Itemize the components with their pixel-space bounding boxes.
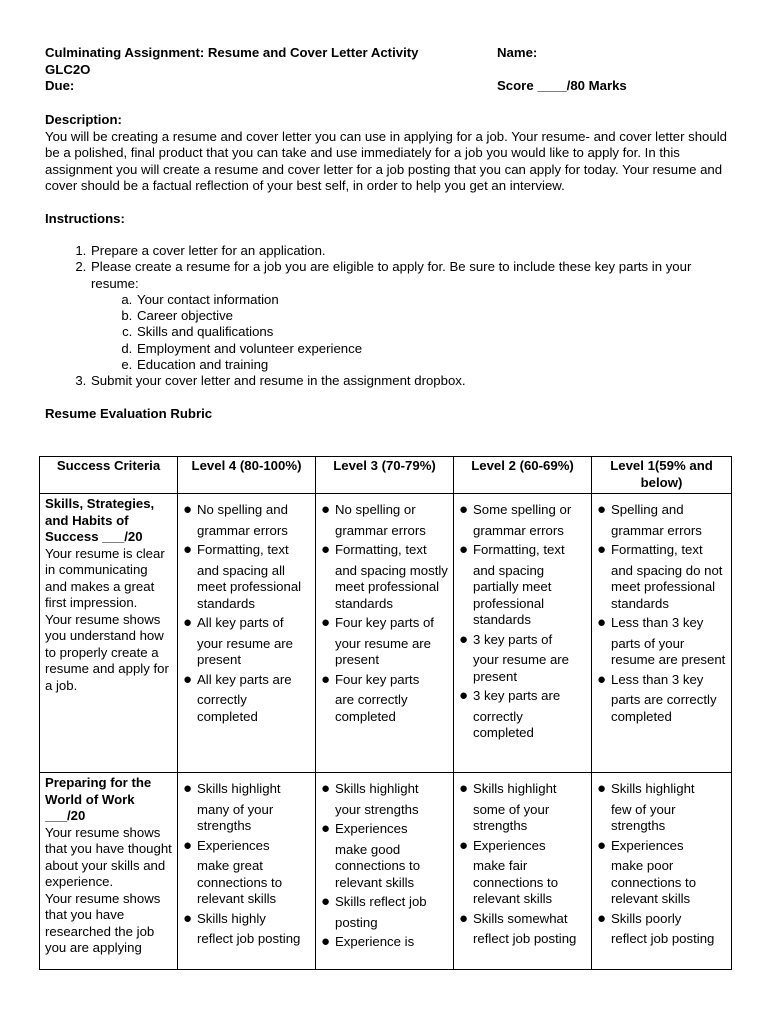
bullet-dot-icon: ● [321,670,331,688]
rubric-row [40,494,732,773]
rubric-bullet [321,934,448,951]
bullet-text-rest: your strengths [335,801,419,817]
bullet-dot-icon: ● [459,780,469,797]
level-cell [178,773,316,970]
bullet-text-rest: grammar errors [473,522,564,538]
bullet-dot-icon: ● [597,670,607,688]
bullet-text-rest: grammar errors [335,522,426,538]
bullet-text-first: Spelling and [611,502,684,517]
bullet-dot-icon: ● [459,687,469,704]
rubric-bullet [183,838,310,908]
name-label: Name: [497,45,538,60]
rubric-row [40,773,732,970]
level-cell [178,494,316,773]
bullet-text-rest: reflect job posting [197,931,301,946]
rubric-bullet [321,542,448,612]
criteria-title: Skills, Strategies, and Habits of Success ___/20 [45,496,155,544]
score-label: Score ____/80 Marks [497,78,627,93]
due-label: Due: [45,78,75,93]
bullet-dot-icon: ● [597,909,607,927]
bullet-dot-icon: ● [321,893,331,910]
rubric-bullet [459,911,586,948]
course-code: GLC2O [45,61,91,77]
bullet-text-rest: make good connections to relevant skills [335,841,421,890]
bullet-text-first: Some spelling or [473,502,572,517]
instruction-step: 2. Please create a resume for a job you are eligible to apply for. Be sure to include these key parts in your resume: a. Your contact information b. Career objective c. Skills and qualifications d. Employment and volunteer experience e. Education and training [90,259,735,373]
bullet-text-first: Skills reflect job [335,894,427,909]
bullet-dot-icon: ● [321,501,331,518]
header-left [45,45,418,95]
header-right [497,45,627,95]
bullet-text-first: No spelling or [335,502,416,517]
bullet-text-first: All key parts are [197,671,292,687]
bullet-dot-icon: ● [597,614,607,631]
bullet-text-first: Less than 3 key [611,671,704,687]
bullet-text-rest: and spacing all meet professional standards [197,562,302,611]
column-header: Level 3 (70-79%) [316,457,454,494]
bullet-dot-icon: ● [183,614,193,631]
bullet-text-first: Skills highlight [611,781,695,796]
bullet-text-rest: correctly completed [197,692,258,724]
bullet-dot-icon: ● [321,541,331,558]
bullet-text-first: Less than 3 key [611,615,704,630]
rubric-bullet [597,502,726,539]
rubric-bullet [183,542,310,612]
key-part-item: a. Your contact information [136,292,735,308]
description-text: You will be creating a resume and cover letter you can use in applying for a job. Your resume- and cover letter should be a polished, final product that you can take and use immediately for a job you would like to apply for. In this assignment you will create a resume and cover letter for a job posting that you can apply for today. Your resume and cover should be a factual reflection of your best self, in order to help you get an interview. [45,128,727,193]
bullet-dot-icon: ● [459,836,469,854]
bullet-dot-icon: ● [321,820,331,837]
key-part-item: e. Education and training [136,357,735,373]
bullet-text-first: Four key parts of [335,615,434,630]
instruction-step: 3. Submit your cover letter and resume in the assignment dropbox. [90,373,735,389]
bullet-text-first: Formatting, text [197,542,289,557]
bullet-dot-icon: ● [183,501,193,518]
bullet-text-rest: few of your strengths [611,801,676,833]
bullet-text-rest: make fair connections to relevant skills [473,858,559,906]
bullet-text-first: 3 key parts of [473,631,553,647]
bullet-text-rest: and spacing mostly meet professional standards [335,562,448,611]
bullet-text-rest: are correctly completed [335,692,408,724]
rubric-bullet [459,838,586,908]
key-parts-list [91,292,735,373]
bullet-dot-icon: ● [597,501,607,518]
key-part-item: c. Skills and qualifications [136,324,735,340]
rubric-bullet [597,542,726,612]
rubric-bullet [183,615,310,669]
bullet-text-first: Skills poorly [611,910,682,926]
bullet-text-rest: some of your strengths [473,801,550,833]
rubric-bullet [459,632,586,686]
level-cell [316,773,454,970]
bullet-text-rest: reflect job posting [473,931,577,946]
document-page [45,45,735,422]
bullet-text-rest: your resume are present [197,635,294,667]
bullet-dot-icon: ● [459,630,469,648]
bullet-text-rest: parts of your resume are present [611,635,726,667]
criteria-description: Your resume shows that you have thought about your skills and experience. Your resume shows that you have researched the job you are applying [45,824,172,955]
bullet-text-rest: correctly completed [473,708,534,740]
rubric-bullet [597,911,726,948]
criteria-cell [40,494,178,773]
bullet-text-first: Skills highly [197,910,266,926]
bullet-text-rest: parts are correctly completed [611,692,717,724]
header [45,45,735,95]
bullet-dot-icon: ● [459,501,469,518]
instructions-heading: Instructions: [45,210,125,226]
bullet-dot-icon: ● [183,909,193,927]
rubric-bullet [321,781,448,818]
rubric-bullet [183,672,310,726]
bullet-text-rest: and spacing partially meet professional standards [473,562,552,627]
bullet-dot-icon: ● [183,670,193,688]
bullet-text-first: All key parts of [197,615,284,630]
rubric-bullet [597,615,726,669]
bullet-dot-icon: ● [597,541,607,558]
bullet-text-rest: reflect job posting [611,931,715,946]
bullet-text-rest: your resume are present [335,635,432,667]
criteria-cell [40,773,178,970]
level-cell [454,773,592,970]
rubric-bullet [597,838,726,908]
rubric-bullet [183,911,310,948]
rubric-bullet [597,672,726,726]
bullet-text-first: 3 key parts are [473,688,561,703]
assignment-title: Culminating Assignment: Resume and Cover Letter Activity [45,45,419,60]
bullet-text-rest: grammar errors [611,522,702,538]
bullet-text-rest: and spacing do not meet professional standards [611,562,723,611]
criteria-description: Your resume is clear in communicating and makes a great first impression. Your resume shows you understand how to properly create a resume and apply for a job. [45,545,169,693]
bullet-text-first: Experiences [197,837,270,853]
bullet-dot-icon: ● [183,780,193,797]
rubric-heading: Resume Evaluation Rubric [45,405,213,421]
rubric-bullet [183,781,310,835]
bullet-text-rest: your resume are present [473,652,570,684]
instruction-step: 1. Prepare a cover letter for an application. [90,243,735,259]
bullet-text-first: Formatting, text [611,542,703,557]
bullet-dot-icon: ● [459,909,469,927]
level-cell [454,494,592,773]
column-header: Success Criteria [40,457,178,494]
rubric-bullet [321,894,448,931]
rubric-bullet [459,688,586,742]
rubric-bullet [321,502,448,539]
rubric-bullet [597,781,726,835]
bullet-dot-icon: ● [321,780,331,797]
bullet-text-first: Four key parts [335,671,420,687]
rubric-bullet [459,542,586,629]
rubric-bullet [459,502,586,539]
level-cell [592,773,732,970]
bullet-text-first: No spelling and [197,502,288,517]
description-heading: Description: [45,112,122,127]
bullet-dot-icon: ● [183,836,193,854]
column-header: Level 2 (60-69%) [454,457,592,494]
bullet-dot-icon: ● [321,933,331,950]
rubric-header-row [40,457,732,494]
rubric-table [39,456,732,970]
rubric-bullet [321,615,448,669]
rubric-bullet [321,821,448,891]
bullet-dot-icon: ● [183,541,193,558]
rubric-bullet [183,502,310,539]
bullet-dot-icon: ● [597,780,607,797]
bullet-text-first: Experience is [335,934,415,949]
bullet-dot-icon: ● [597,836,607,854]
key-part-item: d. Employment and volunteer experience [136,341,735,357]
bullet-text-first: Formatting, text [473,542,565,557]
instruction-steps [45,243,735,390]
bullet-text-first: Formatting, text [335,542,427,557]
bullet-text-first: Experiences [473,837,546,853]
bullet-text-rest: many of your strengths [197,801,274,833]
bullet-text-first: Experiences [335,821,408,836]
bullet-text-first: Skills somewhat [473,910,568,926]
column-header: Level 1(59% and below) [592,457,732,494]
bullet-text-first: Experiences [611,837,684,853]
column-header: Level 4 (80-100%) [178,457,316,494]
bullet-text-first: Skills highlight [197,781,281,796]
rubric-bullet [321,672,448,726]
key-part-item: b. Career objective [136,308,735,324]
bullet-text-first: Skills highlight [473,781,557,796]
level-cell [316,494,454,773]
bullet-text-rest: posting [335,914,378,930]
bullet-text-first: Skills highlight [335,781,419,796]
rubric-bullet [459,781,586,835]
bullet-dot-icon: ● [321,614,331,631]
bullet-text-rest: make poor connections to relevant skills [611,858,697,906]
criteria-title: Preparing for the World of Work ___/20 [45,775,152,823]
bullet-text-rest: grammar errors [197,522,288,538]
bullet-text-rest: make great connections to relevant skills [197,858,283,906]
bullet-dot-icon: ● [459,541,469,558]
level-cell [592,494,732,773]
